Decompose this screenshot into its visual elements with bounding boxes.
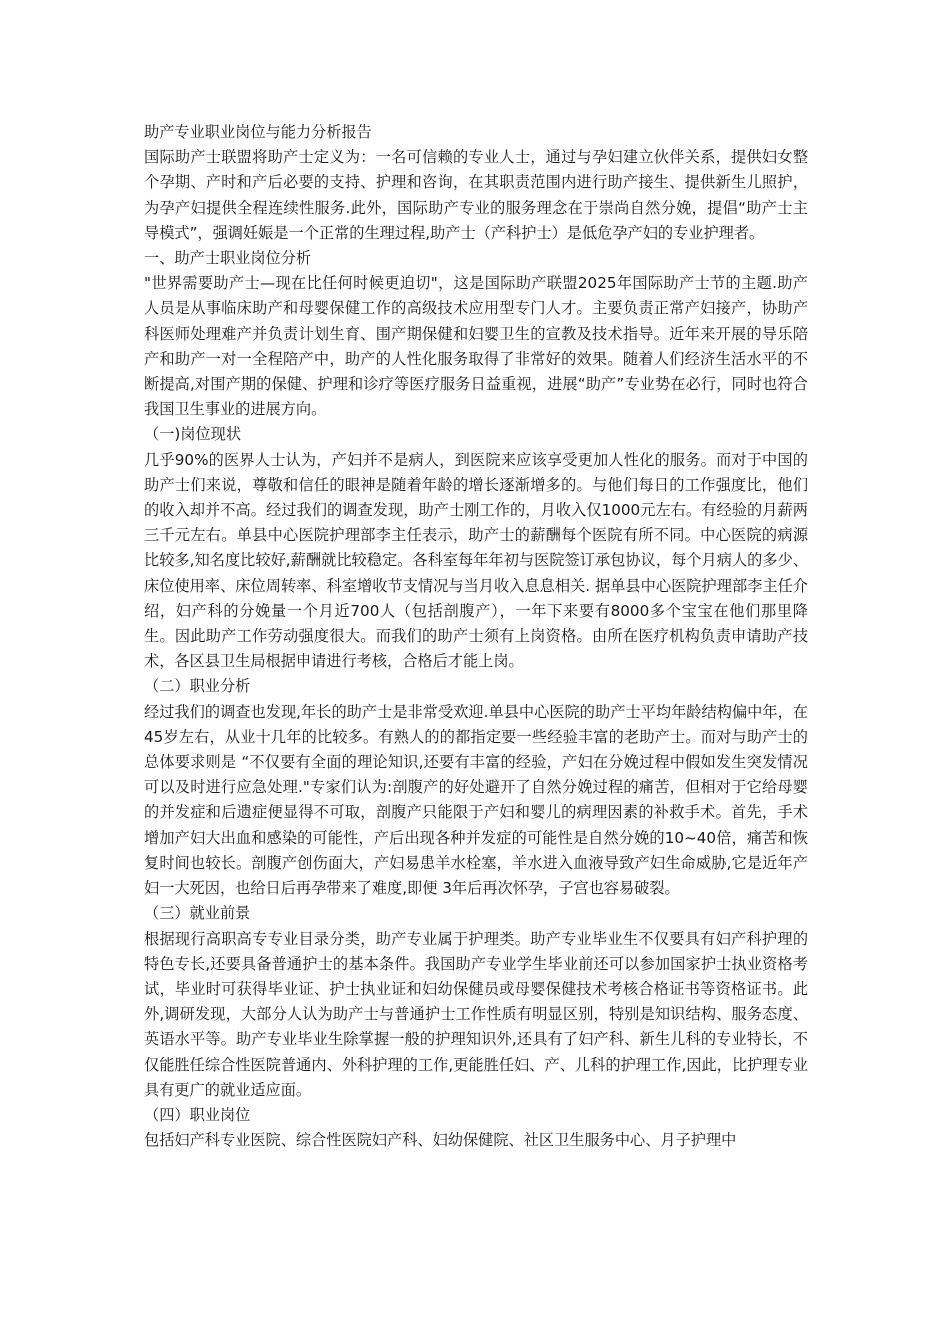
subsection-heading-status: （一)岗位现状 [144, 425, 242, 444]
subsection-heading-prospects: （三）就业前景 [144, 904, 251, 923]
subsection-heading-positions: （四）职业岗位 [144, 1105, 251, 1124]
document-title: 助产专业职业岗位与能力分析报告 [144, 123, 372, 141]
document-body [144, 120, 808, 1153]
intro-paragraph: 国际助产士联盟将助产士定义为：一名可信赖的专业人士，通过与孕妇建立伙伴关系，提供妇女整个孕期、产时和产后必要的支持、护理和咨询，在其职责范围内进行助产接生、提供新生儿照护，为孕产妇提供全程连续性服务.此外，国际助产专业的服务理念在于崇尚自然分娩，提倡“助产士主导模式”，强调妊娠是一个正常的生理过程,助产士（产科护士）是低危孕产妇的专业护理者。 [144, 148, 808, 242]
occupation-paragraph: 经过我们的调查也发现,年长的助产士是非常受欢迎.单县中心医院的助产士平均年龄结构偏中年，在45岁左右，从业十几年的比较多。有熟人的的都指定要一些经验丰富的老助产士。而对与助产士的总体要求则是 “不仅要有全面的理论知识,还要有丰富的经验，产妇在分娩过程中假如发生突发情况可以及时进行应急处理."专家们认为:剖腹产的好处避开了自然分娩过程的痛苦，但相对于它给母婴的并发症和后遗症便显得不可取，剖腹产只能限于产妇和婴儿的病理因素的补救手术。首先，手术增加产妇大出血和感染的可能性，产后出现各种并发症的可能性是自然分娩的10~40倍，痛苦和恢复时间也较长。剖腹产创伤面大，产妇易患羊水栓塞，羊水进入血液导致产妇生命威胁,它是近年产妇一大死因，也给日后再孕带来了难度,即便 3年后再次怀孕，子宫也容易破裂。 [144, 702, 808, 898]
subsection-heading-occupation: （二）职业分析 [144, 677, 251, 696]
status-paragraph: 几乎90%的医界人士认为，产妇并不是病人，到医院来应该享受更加人性化的服务。而对于中国的助产士们来说，尊敬和信任的眼神是随着年龄的增长逐渐增多的。与他们每日的工作强度比，他们的收入却并不高。经过我们的调查发现，助产士刚工作的，月收入仅1000元左右。有经验的月薪两三千元左右。单县中心医院护理部李主任表示，助产士的薪酬每个医院有所不同。中心医院的病源比较多,知名度比较好,薪酬就比较稳定。各科室每年年初与医院签订承包协议，每个月病人的多少、床位使用率、床位周转率、科室增收节支情况与当月收入息息相关. 据单县中心医院护理部李主任介绍，妇产科的分娩量一个月近700人（包括剖腹产），一年下来要有8000多个宝宝在他们那里降生。因此助产工作劳动强度很大。而我们的助产士须有上岗资格。由所在医疗机构负责申请助产技术，各区县卫生局根据申请进行考核，合格后才能上岗。 [144, 450, 808, 671]
career-analysis-paragraph: "世界需要助产士—现在比任何时候更迫切"，这是国际助产联盟2025年国际助产士节的主题.助产人员是从事临床助产和母婴保健工作的高级技术应用型专门人才。主要负责正常产妇接产，协助产科医师处理难产并负责计划生育、围产期保健和妇婴卫生的宣教及技术指导。近年来开展的导乐陪产和助产一对一全程陪产中，助产的人性化服务取得了非常好的效果。随着人们经济生活水平的不断提高,对围产期的保健、护理和诊疗等医疗服务日益重视，进展“助产”专业势在必行，同时也符合我国卫生事业的进展方向。 [144, 274, 808, 419]
positions-paragraph: 包括妇产科专业医院、综合性医院妇产科、妇幼保健院、社区卫生服务中心、月子护理中 [144, 1131, 737, 1150]
prospects-paragraph: 根据现行高职高专专业目录分类，助产专业属于护理类。助产专业毕业生不仅要具有妇产科护理的特色专长,还要具备普通护士的基本条件。我国助产专业学生毕业前还可以参加国家护士执业资格考试，毕业时可获得毕业证、护士执业证和妇幼保健员或母婴保健技术考核合格证书等资格证书。此外,调研发现，大部分人认为助产士与普通护士工作性质有明显区别，特别是知识结构、服务态度、英语水平等。助产专业毕业生除掌握一般的护理知识外,还具有了妇产科、新生儿科的专业特长，不仅能胜任综合性医院普通内、外科护理的工作,更能胜任妇、产、儿科的护理工作,因此，比护理专业具有更广的就业适应面。 [144, 929, 808, 1099]
section-heading-career-analysis: 一、助产士职业岗位分析 [144, 249, 312, 268]
